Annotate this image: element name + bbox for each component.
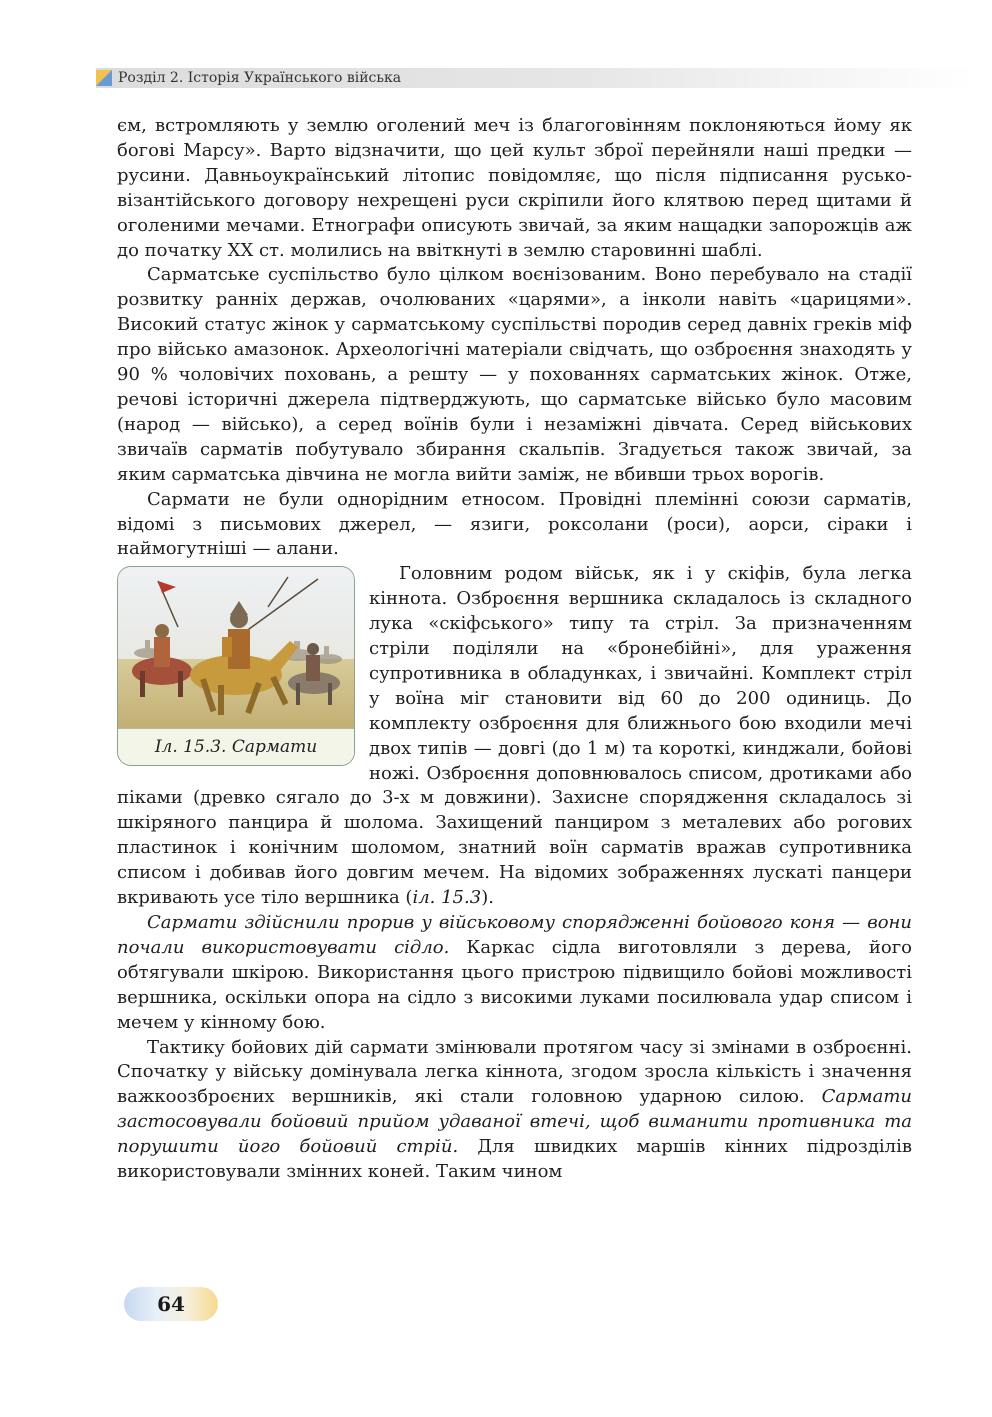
paragraph-text: Головним родом військ, як і у скіфів, була легка кіннота. Озброєння вершника складалось із складного лука «скіфського» типу та стріл. За призначенням стріли поділяли на «бронебійні», для ураження супротивника в обладунках, і звичайні. Комплект стріл у воїна міг становити від 60 до 200 одиниць. До комплекту озброєння для ближнього бою входили мечі двох типів — довгі (до 1 м) та короткі, кинджали, бойові ножі. Озброєння доповнювалось списом, дротиками або піками (древко сягало до 3-х м довжини). Захисне спорядження складалось зі шкіряного панцира й шолома. Захищений панциром з металевих або рогових пластинок і конічним шоломом, знатний воїн сарматів вражав супротивника списом і добивав його довгим мечем. На відомих зображеннях лускаті панцери вкривають усе тіло вершника ( xyxy=(117,563,912,909)
paragraph xyxy=(117,911,912,1036)
paragraph-text: Для швидких маршів кінних підрозділів використовували змінних коней. Таким чином xyxy=(117,1136,912,1183)
chapter-header xyxy=(96,68,976,88)
page-number-tab xyxy=(124,1287,218,1321)
paragraph-text: Тактику бойових дій сармати змінювали протягом часу зі змінами в озброєнні. Спочатку у війську домінувала легка кіннота, згодом зросла кількість і значення важкоозброєних вершників, які стали головною ударною силою. xyxy=(117,1036,912,1108)
paragraph-text: Каркас сідла виготовляли з дерева, його обтягували шкірою. Використання цього пристрою підвищило бойові можливості вершника, оскільки опора на сідло з високими луками посилювала удар списом і мечем у кінному бою. xyxy=(117,936,912,1033)
page-number: 64 xyxy=(157,1292,185,1316)
emphasis-text: Сармати здійснили прорив у військовому спорядженні бойового коня — вони почали використовувати сідло. xyxy=(117,912,912,958)
illustration-figure xyxy=(117,566,355,766)
illustration-frame xyxy=(117,566,355,766)
paragraph-text: ). xyxy=(481,887,494,909)
paragraph: єм, встромляють у землю оголений меч із благоговінням поклоняються йому як богові Марсу». Варто відзначити, що цей культ зброї перейняли наші предки — русини. Давньоукраїнський літопис повідомляє, що після підписання русько-візантійського договору нехрещені руси скріпили його клятвою перед щитами й оголеними мечами. Етнографи описують звичай, за яким нащадки запорожців аж до початку XX ст. молились на ввіткнуті в землю старовинні шаблі. xyxy=(117,115,912,261)
figure-caption: Іл. 15.3. Сармати xyxy=(118,728,354,765)
emphasis-text: Сармати застосовували бойовий прийом удаваної втечі, щоб виманити противника та порушити його бойовий стрій. xyxy=(117,1086,912,1158)
paragraph: Сарматське суспільство було цілком воєнізованим. Воно перебувало на стадії розвитку ранніх держав, очолюваних «царями», а інколи навіть «царицями». Високий статус жінок у сарматському суспільстві породив серед давніх греків міф про військо амазонок. Археологічні матеріали свідчать, що озброєння знаходять у 90 % чоловічих поховань, а решту — у похованнях сарматських жінок. Отже, речові історичні джерела підтверджують, що сарматське військо було масовим (народ — військо), а серед воїнів були і незаміжні дівчата. Серед військових звичаїв сарматів побутувало збирання скальпів. Згадується також звичай, за яким сарматська дівчина не могла вийти заміж, не вбивши трьох ворогів. xyxy=(117,264,912,485)
main-text xyxy=(117,114,912,1185)
chapter-title: Розділ 2. Історія Українського війська xyxy=(118,70,402,86)
chapter-marker-icon xyxy=(96,70,112,86)
paragraph: Сармати не були однорідним етносом. Провідні племінні союзи сарматів, відомі з письмових джерел, — язиги, роксолани (роси), аорси, сіраки і наймогутніші — алани. xyxy=(117,488,912,560)
illustration-reference: іл. 15.3 xyxy=(412,887,482,909)
sarmatian-cavalry-illustration xyxy=(118,567,354,729)
paragraph xyxy=(117,1036,912,1185)
